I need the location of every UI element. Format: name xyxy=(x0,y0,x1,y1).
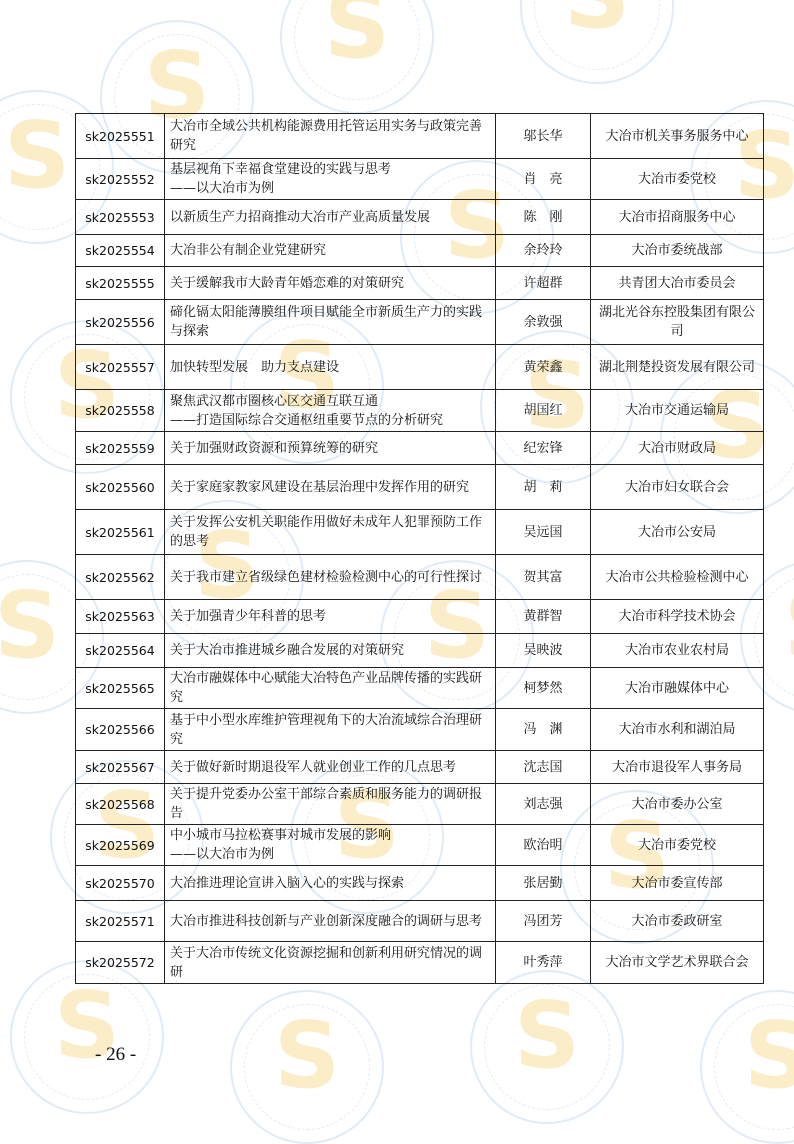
table-row xyxy=(76,432,764,465)
cell-title: 加快转型发展 助力支点建设 xyxy=(165,345,496,390)
cell-title: 关于提升党委办公室干部综合素质和服务能力的调研报告 xyxy=(165,784,496,825)
table-row xyxy=(76,784,764,825)
watermark-seal xyxy=(700,990,794,1144)
cell-unit: 大冶市机关事务服务中心 xyxy=(591,114,764,159)
cell-id: sk2025570 xyxy=(76,866,165,901)
cell-title: 基于中小型水库维护管理视角下的大冶流域综合治理研究 xyxy=(165,709,496,751)
table-row xyxy=(76,235,764,267)
cell-title: 关于大冶市传统文化资源挖掘和创新利用研究情况的调研 xyxy=(165,942,496,984)
table-row xyxy=(76,345,764,390)
watermark-seal xyxy=(520,0,674,84)
cell-author: 张居勤 xyxy=(496,866,591,901)
table-row xyxy=(76,267,764,300)
cell-title: 关于发挥公安机关职能作用做好未成年人犯罪预防工作的思考 xyxy=(165,510,496,555)
watermark-seal xyxy=(280,0,434,114)
cell-title: 关于家庭家教家风建设在基层治理中发挥作用的研究 xyxy=(165,465,496,510)
cell-author: 陈 刚 xyxy=(496,200,591,235)
cell-unit: 大冶市委宣传部 xyxy=(591,866,764,901)
cell-id: sk2025572 xyxy=(76,942,165,984)
table-row xyxy=(76,390,764,432)
cell-id: sk2025561 xyxy=(76,510,165,555)
cell-author: 吴映波 xyxy=(496,634,591,668)
cell-id: sk2025562 xyxy=(76,555,165,600)
cell-title: 关于做好新时期退役军人就业创业工作的几点思考 xyxy=(165,751,496,784)
table-row xyxy=(76,300,764,345)
cell-title: 基层视角下幸福食堂建设的实践与思考 ——以大冶市为例 xyxy=(165,159,496,200)
cell-author: 刘志强 xyxy=(496,784,591,825)
cell-author: 纪宏锋 xyxy=(496,432,591,465)
cell-title: 大冶推进理论宣讲入脑入心的实践与探索 xyxy=(165,866,496,901)
cell-id: sk2025556 xyxy=(76,300,165,345)
cell-unit: 大冶市委党校 xyxy=(591,159,764,200)
cell-title: 关于我市建立省级绿色建材检验检测中心的可行性探讨 xyxy=(165,555,496,600)
table-row xyxy=(76,510,764,555)
cell-id: sk2025564 xyxy=(76,634,165,668)
cell-id: sk2025559 xyxy=(76,432,165,465)
cell-author: 沈志国 xyxy=(496,751,591,784)
cell-unit: 湖北光谷东控股集团有限公司 xyxy=(591,300,764,345)
cell-title: 碲化镉太阳能薄膜组件项目赋能全市新质生产力的实践与探索 xyxy=(165,300,496,345)
cell-title: 聚焦武汉都市圈核心区交通互联互通 ——打造国际综合交通枢纽重要节点的分析研究 xyxy=(165,390,496,432)
cell-title: 关于大冶市推进城乡融合发展的对策研究 xyxy=(165,634,496,668)
cell-unit: 大冶市委办公室 xyxy=(591,784,764,825)
cell-title: 以新质生产力招商推动大冶市产业高质量发展 xyxy=(165,200,496,235)
page-number: - 26 - xyxy=(95,1044,137,1065)
cell-author: 柯梦然 xyxy=(496,668,591,709)
table-row xyxy=(76,159,764,200)
cell-unit: 大冶市水利和湖泊局 xyxy=(591,709,764,751)
cell-id: sk2025554 xyxy=(76,235,165,267)
cell-unit: 大冶市公共检验检测中心 xyxy=(591,555,764,600)
cell-id: sk2025569 xyxy=(76,825,165,866)
cell-title: 大冶市全域公共机构能源费用托管运用实务与政策完善研究 xyxy=(165,114,496,159)
table-row xyxy=(76,942,764,984)
cell-unit: 大冶市委党校 xyxy=(591,825,764,866)
cell-unit: 大冶市融媒体中心 xyxy=(591,668,764,709)
table-row xyxy=(76,901,764,942)
cell-author: 黄荣鑫 xyxy=(496,345,591,390)
cell-id: sk2025560 xyxy=(76,465,165,510)
cell-unit: 大冶市财政局 xyxy=(591,432,764,465)
cell-author: 冯 渊 xyxy=(496,709,591,751)
cell-id: sk2025568 xyxy=(76,784,165,825)
cell-unit: 共青团大冶市委员会 xyxy=(591,267,764,300)
cell-id: sk2025571 xyxy=(76,901,165,942)
cell-unit: 大冶市退役军人事务局 xyxy=(591,751,764,784)
cell-author: 肖 亮 xyxy=(496,159,591,200)
cell-title: 大冶市融媒体中心赋能大冶特色产业品牌传播的实践研究 xyxy=(165,668,496,709)
table-row xyxy=(76,465,764,510)
cell-unit: 湖北荆楚投资发展有限公司 xyxy=(591,345,764,390)
cell-unit: 大冶市科学技术协会 xyxy=(591,600,764,634)
table-row xyxy=(76,751,764,784)
cell-author: 黄群智 xyxy=(496,600,591,634)
watermark-seal xyxy=(470,970,624,1124)
cell-unit: 大冶市交通运输局 xyxy=(591,390,764,432)
cell-id: sk2025563 xyxy=(76,600,165,634)
table-row xyxy=(76,709,764,751)
table-row xyxy=(76,825,764,866)
table-row xyxy=(76,634,764,668)
cell-id: sk2025551 xyxy=(76,114,165,159)
cell-id: sk2025565 xyxy=(76,668,165,709)
cell-unit: 大冶市招商服务中心 xyxy=(591,200,764,235)
cell-unit: 大冶市委统战部 xyxy=(591,235,764,267)
table-row xyxy=(76,200,764,235)
cell-unit: 大冶市农业农村局 xyxy=(591,634,764,668)
cell-author: 胡 莉 xyxy=(496,465,591,510)
cell-unit: 大冶市文学艺术界联合会 xyxy=(591,942,764,984)
cell-title: 中小城市马拉松赛事对城市发展的影响 ——以大冶市为例 xyxy=(165,825,496,866)
cell-author: 欧治明 xyxy=(496,825,591,866)
table-row xyxy=(76,866,764,901)
cell-id: sk2025553 xyxy=(76,200,165,235)
cell-title: 关于缓解我市大龄青年婚恋难的对策研究 xyxy=(165,267,496,300)
cell-title: 大冶市推进科技创新与产业创新深度融合的调研与思考 xyxy=(165,901,496,942)
cell-author: 叶秀萍 xyxy=(496,942,591,984)
cell-id: sk2025552 xyxy=(76,159,165,200)
cell-unit: 大冶市委政研室 xyxy=(591,901,764,942)
cell-author: 余敦强 xyxy=(496,300,591,345)
cell-author: 贺其富 xyxy=(496,555,591,600)
cell-author: 邬长华 xyxy=(496,114,591,159)
cell-title: 关于加强青少年科普的思考 xyxy=(165,600,496,634)
cell-id: sk2025557 xyxy=(76,345,165,390)
cell-id: sk2025555 xyxy=(76,267,165,300)
research-topic-table xyxy=(75,113,764,984)
cell-author: 许超群 xyxy=(496,267,591,300)
cell-unit: 大冶市公安局 xyxy=(591,510,764,555)
cell-id: sk2025558 xyxy=(76,390,165,432)
table-row xyxy=(76,114,764,159)
cell-unit: 大冶市妇女联合会 xyxy=(591,465,764,510)
table-row xyxy=(76,555,764,600)
cell-title: 关于加强财政资源和预算统筹的研究 xyxy=(165,432,496,465)
cell-id: sk2025567 xyxy=(76,751,165,784)
table-body xyxy=(76,114,764,984)
cell-author: 胡国红 xyxy=(496,390,591,432)
cell-author: 冯团芳 xyxy=(496,901,591,942)
cell-title: 大冶非公有制企业党建研究 xyxy=(165,235,496,267)
cell-author: 吴远国 xyxy=(496,510,591,555)
cell-id: sk2025566 xyxy=(76,709,165,751)
table-row xyxy=(76,600,764,634)
table-row xyxy=(76,668,764,709)
watermark-seal xyxy=(230,990,384,1144)
cell-author: 余玲玲 xyxy=(496,235,591,267)
